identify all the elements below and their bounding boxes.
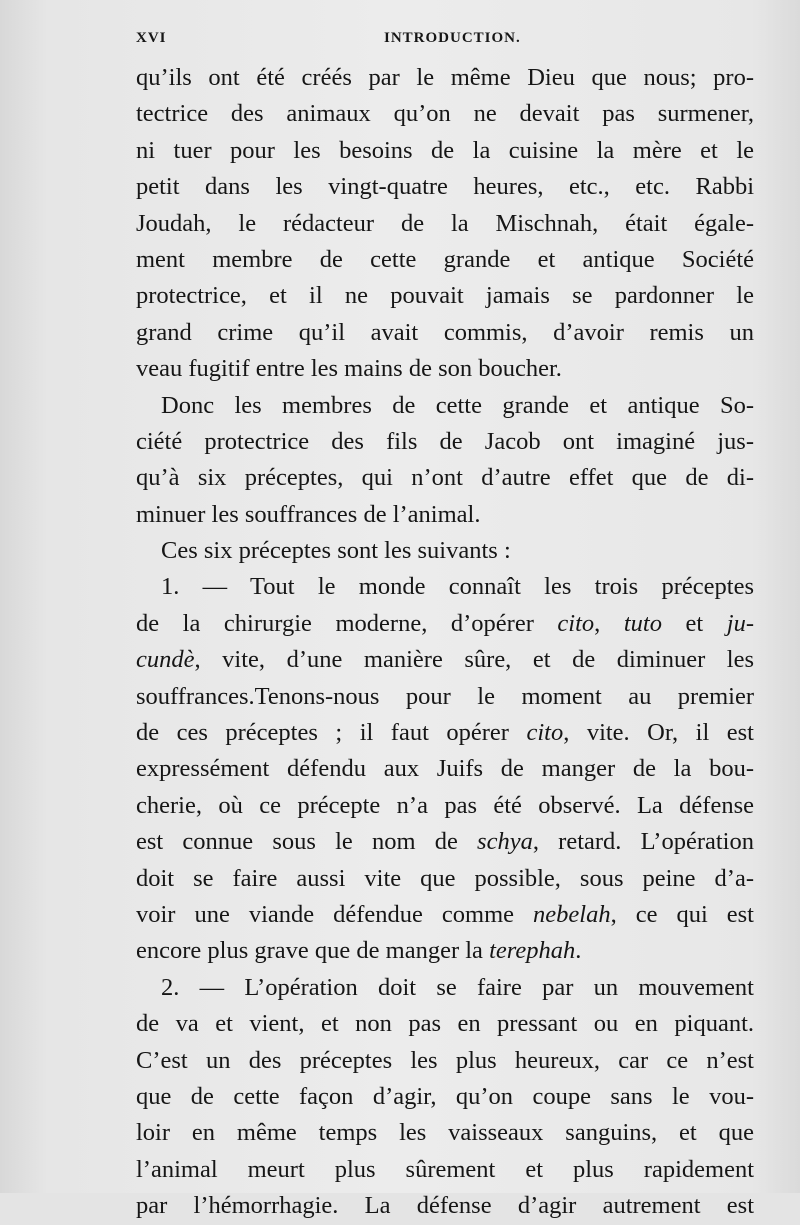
text-line: doit se faire aussi vite que possible, sous peine d’a- [136,864,754,892]
text-line: veau fugitif entre les mains de son boucher. [136,355,562,383]
text-line: de la chirurgie moderne, d’opérer cito, tuto et ju- [136,609,755,637]
text-line: de ces préceptes ; il faut opérer cito, vite. Or, il est [136,719,754,747]
text-line: encore plus grave que de manger la terephah. [136,937,582,965]
text-line: ciété protectrice des fils de Jacob ont imaginé jus- [136,427,754,455]
text-line: 2. — L’opération doit se faire par un mouvement [161,973,754,1001]
text-line: Donc les membres de cette grande et antique So- [161,391,754,419]
text-line: ni tuer pour les besoins de la cuisine la mère et le [136,136,754,164]
running-title: INTRODUCTION. [384,30,521,46]
page-header [136,30,754,54]
text-line: souffrances.Tenons-nous pour le moment au premier [136,682,754,710]
text-line: tectrice des animaux qu’on ne devait pas surmener, [136,100,754,128]
text-line: minuer les souffrances de l’animal. [136,500,481,528]
text-line: 1. — Tout le monde connaît les trois préceptes [161,573,754,601]
text-line: expressément défendu aux Juifs de manger de la bou- [136,755,754,783]
text-line: par l’hémorrhagie. La défense d’agir autrement est [136,1192,754,1220]
text-line: Ces six préceptes sont les suivants : [161,537,511,565]
text-line: qu’ils ont été créés par le même Dieu que nous; pro- [136,64,754,91]
text-line: l’animal meurt plus sûrement et plus rapidement [136,1155,754,1183]
text-line: cherie, où ce précepte n’a pas été observé. La défense [136,791,754,819]
text-line: grand crime qu’il avait commis, d’avoir remis un [136,318,754,346]
text-line: voir une viande défendue comme nebelah, ce qui est [136,900,754,928]
text-line: loir en même temps les vaisseaux sanguins, et que [136,1119,754,1147]
text-line: Joudah, le rédacteur de la Mischnah, était égale- [136,209,754,237]
text-line: petit dans les vingt-quatre heures, etc., etc. Rabbi [136,173,754,201]
text-line: C’est un des préceptes les plus heureux, car ce n’est [136,1046,754,1074]
body-text [136,60,754,1225]
text-line: protectrice, et il ne pouvait jamais se pardonner le [136,282,754,310]
page-number: XVI [136,30,167,46]
text-line: est connue sous le nom de schya, retard. L’opération [136,828,754,856]
text-line: cundè, vite, d’une manière sûre, et de diminuer les [136,646,754,674]
text-line: de va et vient, et non pas en pressant ou en piquant. [136,1010,754,1038]
text-line: ment membre de cette grande et antique Société [136,245,754,273]
text-line: que de cette façon d’agir, qu’on coupe sans le vou- [136,1082,754,1110]
text-line: qu’à six préceptes, qui n’ont d’autre effet que de di- [136,464,754,492]
